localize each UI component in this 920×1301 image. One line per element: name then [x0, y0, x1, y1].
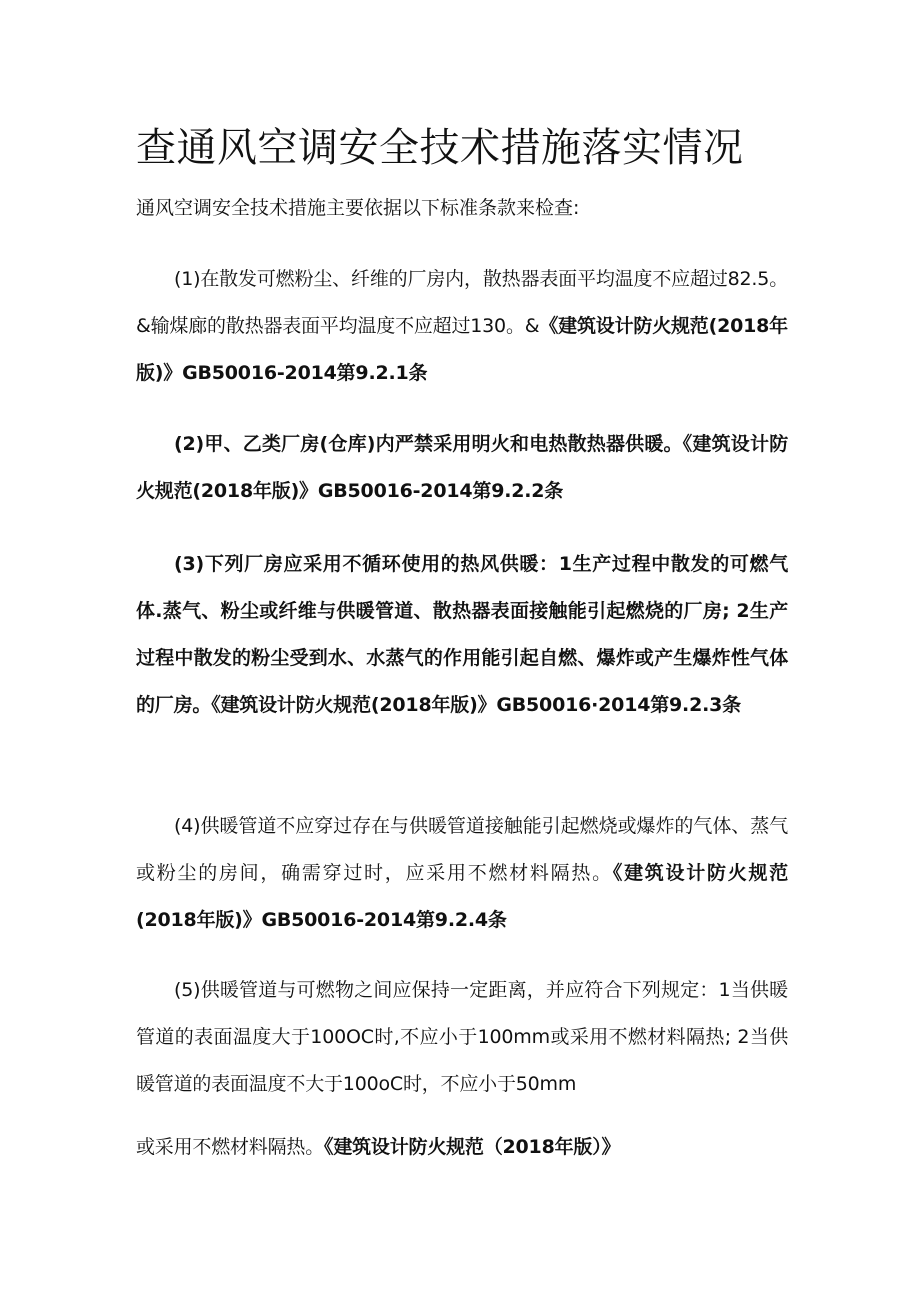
clause-text: 或采用不燃材料隔热。 [136, 1136, 325, 1158]
clause-paragraph-5 [136, 967, 788, 1108]
standard-citation: 《建筑设计防火规范(2018年版)》GB50016-2014第9.2.2条 [136, 433, 788, 502]
page-title: 查通风空调安全技术措施落实情况 [136, 125, 744, 171]
clause-text: (1)在散发可燃粉尘、纤维的厂房内，散热器表面平均温度不应超过82.5。&输煤廊的散热器表面平均温度不应超过130。& [136, 268, 788, 337]
standard-citation: 《建筑设计防火规范(2018年版)》GB50016·2014第9.2.3条 [211, 694, 741, 716]
clause-paragraph-5-continued [136, 1124, 788, 1171]
clause-text: (5)供暖管道与可燃物之间应保持一定距离，并应符合下列规定：1当供暖管道的表面温度大于100OC时,不应小于100mm或采用不燃材料隔热; 2当供暖管道的表面温度不大于100oC时，不应小于50mm [136, 979, 788, 1095]
standard-citation: 《建筑设计防火规范（2018年版）》 [324, 1136, 621, 1158]
clause-text: (2)甲、乙类厂房(仓库)内严禁采用明火和电热散热器供暖。 [174, 433, 683, 455]
clause-text: (4)供暖管道不应穿过存在与供暖管道接触能引起燃烧或爆炸的气体、蒸气或粉尘的房间，确需穿过时，应采用不燃材料隔热。 [136, 815, 788, 884]
standard-citation: 《建筑设计防火规范(2018年版)》GB50016-2014第9.2.4条 [136, 862, 789, 931]
clause-paragraph-4 [136, 803, 788, 944]
intro-text: 通风空调安全技术措施主要依据以下标准条款来检查: [136, 197, 580, 219]
clause-paragraph-2 [136, 421, 788, 515]
clause-text: (3)下列厂房应采用不循环使用的热风供暖：1生产过程中散发的可燃气体.蒸气、粉尘或纤维与供暖管道、散热器表面接触能引起燃烧的厂房; 2生产过程中散发的粉尘受到水、水蒸气的作用能引起自燃、爆炸或产生爆炸性气体的厂房。 [136, 553, 788, 716]
clause-paragraph-3 [136, 541, 788, 729]
clause-paragraph-1 [136, 256, 788, 397]
standard-citation: 《建筑设计防火规范(2018年版)》GB50016-2014第9.2.1条 [136, 315, 788, 384]
